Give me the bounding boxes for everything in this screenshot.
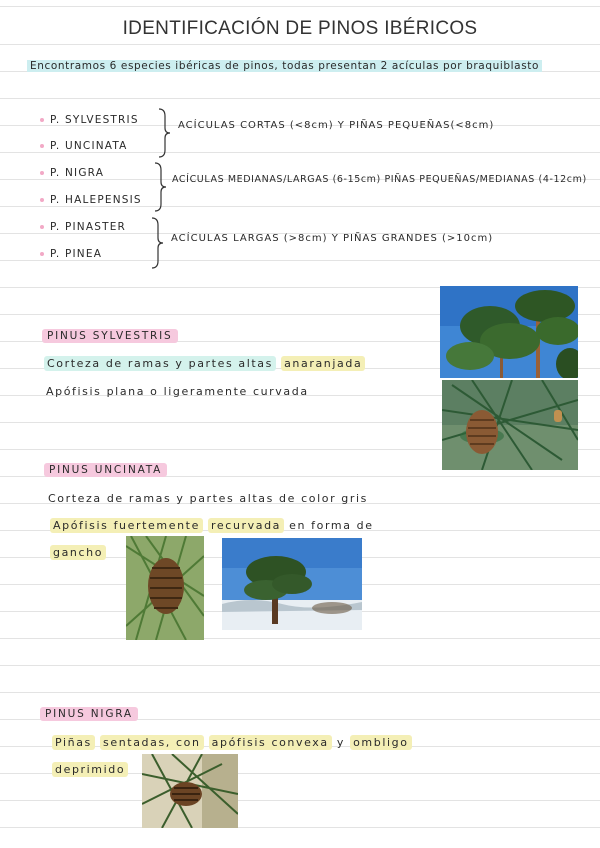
sylvestris-note-2: Apófisis plana o ligeramente curvada xyxy=(46,385,309,398)
species-label: P. NIGRA xyxy=(50,167,105,179)
intro-highlight: Encontramos 6 especies ibéricas de pinos, todas presentan 2 acículas por braquiblasto xyxy=(27,60,542,72)
sylvestris-cone-photo xyxy=(442,380,578,470)
curly-brace-icon xyxy=(153,162,167,212)
group-description: ACÍCULAS LARGAS (>8cm) Y PIÑAS GRANDES (>10cm) xyxy=(171,233,494,244)
note-highlight: deprimido xyxy=(52,762,128,777)
bullet-dot xyxy=(40,225,44,229)
sylvestris-tree-photo xyxy=(440,286,578,378)
nigra-note-1 xyxy=(52,736,412,749)
group-description: ACÍCULAS CORTAS (<8cm) Y PIÑAS PEQUEÑAS(<8cm) xyxy=(178,120,495,131)
bullet-dot xyxy=(40,144,44,148)
note-highlight: Piñas xyxy=(52,735,95,750)
section-title-nigra xyxy=(40,708,138,720)
curly-brace-icon xyxy=(150,217,164,269)
species-label: P. UNCINATA xyxy=(50,140,128,152)
bullet-dot xyxy=(40,171,44,175)
section-title-label: PINUS SYLVESTRIS xyxy=(42,329,178,343)
species-item xyxy=(40,221,126,233)
curly-brace-icon xyxy=(157,108,171,158)
species-item xyxy=(40,167,104,179)
section-title-label: PINUS UNCINATA xyxy=(44,463,167,477)
note-text: en forma de xyxy=(289,519,374,532)
species-item xyxy=(40,114,139,126)
page-title: IDENTIFICACIÓN DE PINOS IBÉRICOS xyxy=(122,18,478,39)
note-highlight: gancho xyxy=(50,545,106,560)
uncinata-cone-photo xyxy=(126,536,204,640)
bullet-dot xyxy=(40,118,44,122)
note-highlight: sentadas, con xyxy=(100,735,204,750)
uncinata-note-1: Corteza de ramas y partes altas de color gris xyxy=(48,492,368,505)
note-highlight: apófisis convexa xyxy=(209,735,332,750)
nigra-note-2 xyxy=(52,763,128,776)
section-title-label: PINUS NIGRA xyxy=(40,707,138,721)
species-item xyxy=(40,194,142,206)
species-label: P. HALEPENSIS xyxy=(50,194,142,206)
note-highlight: anaranjada xyxy=(281,356,365,371)
intro-text xyxy=(27,60,542,72)
species-item xyxy=(40,140,128,152)
note-text: Corteza de ramas y partes altas xyxy=(44,356,276,371)
bullet-dot xyxy=(40,252,44,256)
uncinata-note-3 xyxy=(50,546,106,559)
section-title-sylvestris xyxy=(42,330,178,342)
nigra-cone-photo xyxy=(142,754,238,828)
bullet-dot xyxy=(40,198,44,202)
group-description: ACÍCULAS MEDIANAS/LARGAS (6-15cm) PIÑAS PEQUEÑAS/MEDIANAS (4-12cm) xyxy=(172,174,587,185)
species-label: P. PINASTER xyxy=(50,221,127,233)
uncinata-tree-photo xyxy=(222,538,362,630)
note-text: y xyxy=(336,736,345,749)
note-highlight: recurvada xyxy=(208,518,284,533)
species-label: P. SYLVESTRIS xyxy=(50,114,139,126)
note-highlight: ombligo xyxy=(350,735,411,750)
uncinata-note-2 xyxy=(50,519,374,532)
sylvestris-note-1 xyxy=(44,357,365,370)
section-title-uncinata xyxy=(44,464,167,476)
note-highlight: Apófisis fuertemente xyxy=(50,518,203,533)
species-label: P. PINEA xyxy=(50,248,103,260)
species-item xyxy=(40,248,102,260)
